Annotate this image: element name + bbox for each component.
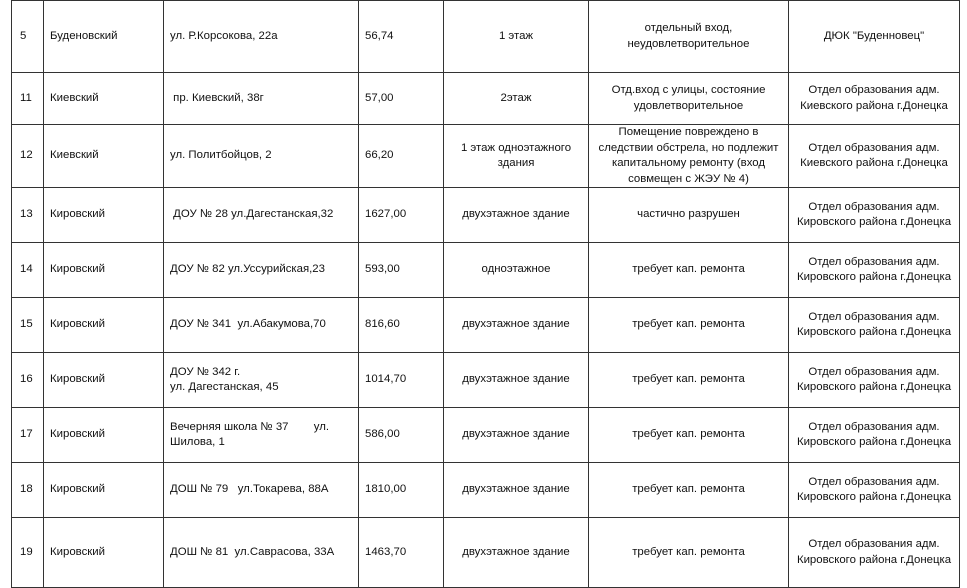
- owner-cell: Отдел образования адм. Кировского района г.Донецка: [789, 243, 960, 298]
- condition-cell: требует кап. ремонта: [589, 298, 789, 353]
- district-cell: Кировский: [44, 353, 164, 408]
- floor-cell: 1 этаж: [444, 1, 589, 73]
- district-cell: Кировский: [44, 188, 164, 243]
- address-line: ДОУ № 342 г.: [170, 365, 241, 378]
- table-row: [12, 243, 960, 298]
- condition-cell: требует кап. ремонта: [589, 243, 789, 298]
- table-row: [12, 408, 960, 463]
- condition-cell: частично разрушен: [589, 188, 789, 243]
- row-number-cell: 14: [12, 243, 44, 298]
- condition-cell: требует кап. ремонта: [589, 408, 789, 463]
- address-line: Шилова, 1: [170, 436, 225, 448]
- address-line: ул. Политбойцов, 2: [170, 149, 272, 162]
- address-line: ДОУ № 82 ул.Уссурийская,23: [170, 263, 325, 276]
- district-cell: Киевский: [44, 73, 164, 125]
- address-line: пр. Киевский, 38г: [170, 91, 264, 104]
- table-body: [12, 1, 960, 588]
- table-row: [12, 188, 960, 243]
- floor-cell: двухэтажное здание: [444, 353, 589, 408]
- area-cell: 1810,00: [359, 463, 444, 518]
- address-line: ул. Дагестанская, 45: [170, 381, 279, 393]
- condition-cell: отдельный вход, неудовлетворительное: [589, 1, 789, 73]
- table-row: [12, 125, 960, 188]
- address-cell: [164, 298, 359, 353]
- row-number-cell: 11: [12, 73, 44, 125]
- floor-cell: одноэтажное: [444, 243, 589, 298]
- table-row: [12, 1, 960, 73]
- area-cell: 57,00: [359, 73, 444, 125]
- table-row: [12, 518, 960, 588]
- address-cell: [164, 73, 359, 125]
- owner-cell: Отдел образования адм. Кировского района г.Донецка: [789, 188, 960, 243]
- owner-cell: Отдел образования адм. Киевского района г.Донецка: [789, 73, 960, 125]
- condition-cell: Помещение повреждено в следствии обстрела, но подлежит капитальному ремонту (вход совмещен с ЖЭУ № 4): [589, 125, 789, 188]
- address-line: ДОШ № 79 ул.Токарева, 88А: [170, 483, 329, 496]
- area-cell: 593,00: [359, 243, 444, 298]
- floor-cell: 1 этаж одноэтажного здания: [444, 125, 589, 188]
- table-row: [12, 298, 960, 353]
- district-cell: Кировский: [44, 518, 164, 588]
- owner-cell: ДЮК "Буденновец": [789, 1, 960, 73]
- floor-cell: двухэтажное здание: [444, 518, 589, 588]
- address-line: ДОУ № 28 ул.Дагестанская,32: [170, 208, 334, 221]
- floor-cell: двухэтажное здание: [444, 188, 589, 243]
- address-line: ДОУ № 341 ул.Абакумова,70: [170, 318, 326, 331]
- address-cell: [164, 243, 359, 298]
- owner-cell: Отдел образования адм. Киевского района г.Донецка: [789, 125, 960, 188]
- owner-cell: Отдел образования адм. Кировского района г.Донецка: [789, 353, 960, 408]
- floor-cell: двухэтажное здание: [444, 408, 589, 463]
- row-number-cell: 13: [12, 188, 44, 243]
- condition-cell: требует кап. ремонта: [589, 353, 789, 408]
- address-line: Вечерняя школа № 37 ул.: [170, 420, 330, 433]
- row-number-cell: 16: [12, 353, 44, 408]
- address-cell: [164, 518, 359, 588]
- table-row: [12, 353, 960, 408]
- table-row: [12, 463, 960, 518]
- row-number-cell: 18: [12, 463, 44, 518]
- area-cell: 586,00: [359, 408, 444, 463]
- district-cell: Буденовский: [44, 1, 164, 73]
- row-number-cell: 15: [12, 298, 44, 353]
- address-cell: [164, 463, 359, 518]
- area-cell: 816,60: [359, 298, 444, 353]
- district-cell: Кировский: [44, 408, 164, 463]
- address-cell: [164, 408, 359, 463]
- owner-cell: Отдел образования адм. Кировского района г.Донецка: [789, 518, 960, 588]
- area-cell: 1627,00: [359, 188, 444, 243]
- condition-cell: требует кап. ремонта: [589, 518, 789, 588]
- row-number-cell: 19: [12, 518, 44, 588]
- floor-cell: 2этаж: [444, 73, 589, 125]
- address-cell: [164, 188, 359, 243]
- row-number-cell: 5: [12, 1, 44, 73]
- data-table: [11, 0, 960, 588]
- address-cell: [164, 125, 359, 188]
- condition-cell: требует кап. ремонта: [589, 463, 789, 518]
- owner-cell: Отдел образования адм. Кировского района г.Донецка: [789, 408, 960, 463]
- condition-cell: Отд.вход с улицы, состояние удовлетворительное: [589, 73, 789, 125]
- area-cell: 1014,70: [359, 353, 444, 408]
- floor-cell: двухэтажное здание: [444, 298, 589, 353]
- owner-cell: Отдел образования адм. Кировского района г.Донецка: [789, 463, 960, 518]
- district-cell: Кировский: [44, 463, 164, 518]
- address-cell: [164, 353, 359, 408]
- row-number-cell: 12: [12, 125, 44, 188]
- area-cell: 66,20: [359, 125, 444, 188]
- row-number-cell: 17: [12, 408, 44, 463]
- area-cell: 1463,70: [359, 518, 444, 588]
- district-cell: Кировский: [44, 243, 164, 298]
- district-cell: Кировский: [44, 298, 164, 353]
- address-line: ДОШ № 81 ул.Саврасова, 33А: [170, 545, 335, 558]
- floor-cell: двухэтажное здание: [444, 463, 589, 518]
- area-cell: 56,74: [359, 1, 444, 73]
- address-cell: [164, 1, 359, 73]
- district-cell: Киевский: [44, 125, 164, 188]
- address-line: ул. Р.Корсокова, 22а: [170, 29, 278, 42]
- owner-cell: Отдел образования адм. Кировского района г.Донецка: [789, 298, 960, 353]
- table-row: [12, 73, 960, 125]
